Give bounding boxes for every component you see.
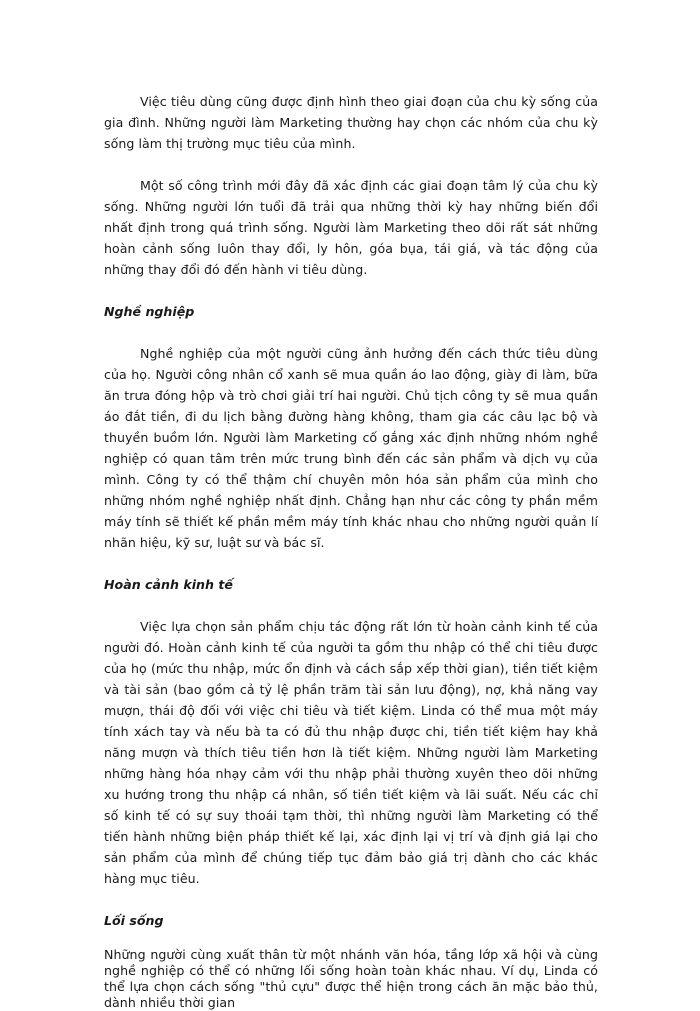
paragraph-gap [104, 931, 598, 947]
paragraph-gap [104, 154, 598, 175]
paragraph-economic-circumstances: Việc lựa chọn sản phẩm chịu tác động rất lớn từ hoàn cảnh kinh tế của người đó. Hoàn cảnh kinh tế của người ta gồm thu nhập có thể chi tiêu được của họ (mức thu nhập, mức ổn định và cách sắp xếp thời gian), tiền tiết kiệm và tài sản (bao gồm cả tỷ lệ phần trăm tài sản lưu động), nợ, khả năng vay mượn, thái độ đối với việc chi tiêu và tiết kiệm. Linda có thể mua một máy tính xách tay và nếu bà ta có đủ thu nhập được chi, tiền tiết kiệm hay khả năng mượn và thích tiêu tiền hơn là tiết kiệm. Những người làm Marketing những hàng hóa nhạy cảm với thu nhập phải thường xuyên theo dõi những xu hướng trong thu nhập cá nhân, số tiền tiết kiệm và lãi suất. Nếu các chỉ số kinh tế có sự suy thoái tạm thời, thì những người làm Marketing có thể tiến hành những biện pháp thiết kế lại, xác định lại vị trí và định giá lại cho sản phẩm của mình để chúng tiếp tục đảm bảo giá trị dành cho các khác hàng mục tiêu. [104, 619, 598, 886]
paragraph-occupation: Nghề nghiệp của một người cũng ảnh hưởng đến cách thức tiêu dùng của họ. Người công nhân cổ xanh sẽ mua quần áo lao động, giày đi làm, bữa ăn trưa đóng hộp và trò chơi giải trí hai người. Chủ tịch công ty sẽ mua quần áo đắt tiền, đi du lịch bằng đường hàng không, tham gia các câu lạc bộ và thuyền buồm lớn. Người làm Marketing cố gắng xác định những nhóm nghề nghiệp có quan tâm trên mức trung bình đến các sản phẩm và dịch vụ của mình. Công ty có thể thậm chí chuyên môn hóa sản phẩm của mình cho những nhóm nghề nghiệp nhất định. Chẳng hạn như các công ty phần mềm máy tính sẽ thiết kế phần mềm máy tính khác nhau cho những người quản lí nhãn hiệu, kỹ sư, luật sư và bác sĩ. [104, 346, 598, 550]
heading-lifestyle: Lối sống [104, 913, 164, 928]
paragraph-lifestyle: Những người cùng xuất thân từ một nhánh văn hóa, tầng lớp xã hội và cùng nghề nghiệp có thể có những lối sống hoàn toàn khác nhau. Ví dụ, Linda có thể lựa chọn cách sống "thủ cựu" được thể hiện trong cách ăn mặc bảo thủ, dành nhiều thời gian [104, 947, 598, 1010]
heading-occupation: Nghề nghiệp [104, 304, 195, 319]
paragraph-gap [104, 280, 598, 301]
document-page [104, 91, 598, 1011]
paragraph-psychological-lifecycle: Một số công trình mới đây đã xác định các giai đoạn tâm lý của chu kỳ sống. Những người lớn tuổi đã trải qua những thời kỳ hay những biến đổi nhất định trong quá trình sống. Người làm Marketing theo dõi rất sát những hoàn cảnh sống luôn thay đổi, ly hôn, góa bụa, tái giá, và tác động của những thay đổi đó đến hành vi tiêu dùng. [104, 178, 598, 277]
paragraph-family-lifecycle: Việc tiêu dùng cũng được định hình theo giai đoạn của chu kỳ sống của gia đình. Những người làm Marketing thường hay chọn các nhóm của chu kỳ sống làm thị trường mục tiêu của mình. [104, 94, 598, 151]
paragraph-gap [104, 553, 598, 574]
heading-economic-circumstances: Hoàn cảnh kinh tế [104, 577, 233, 592]
paragraph-gap [104, 322, 598, 343]
paragraph-gap [104, 595, 598, 616]
paragraph-gap [104, 889, 598, 910]
